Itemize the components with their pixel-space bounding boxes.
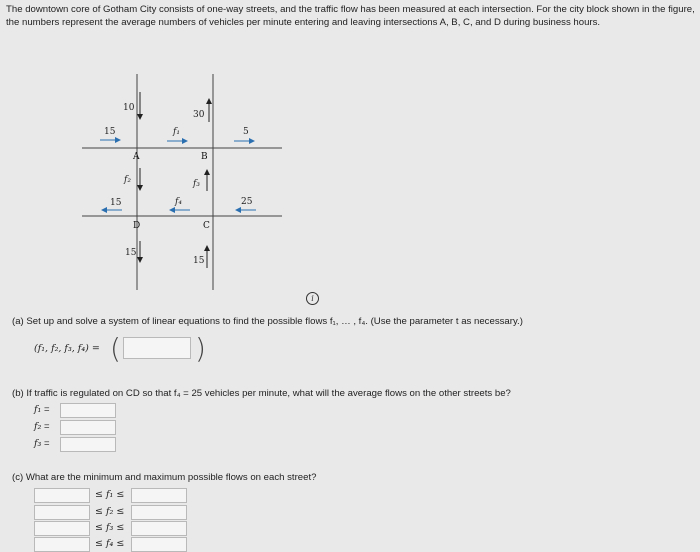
part-a-question: (a) Set up and solve a system of linear equations to find the possible flows f₁, … , f₄. (Use the parameter t as necessary.) bbox=[12, 316, 523, 327]
part-c-f3-min-input[interactable] bbox=[34, 521, 90, 536]
label-f3: f₃ bbox=[193, 179, 200, 189]
part-b-question: (b) If traffic is regulated on CD so that f₄ = 25 vehicles per minute, what will the average flows on the other streets be? bbox=[12, 388, 511, 399]
part-a-answer-input[interactable] bbox=[123, 337, 191, 359]
label-out-15-D: 15 bbox=[125, 248, 137, 258]
part-c-f4-bound: ≤ f₄ ≤ bbox=[95, 538, 125, 549]
label-in-30: 30 bbox=[193, 110, 205, 120]
part-b-f3-input[interactable] bbox=[60, 437, 116, 452]
label-f2: f₂ bbox=[124, 175, 131, 185]
part-b-f1-label: f₁ bbox=[34, 404, 42, 415]
part-b-f3-eq: = bbox=[43, 438, 50, 449]
part-c-f2-max-input[interactable] bbox=[131, 505, 187, 520]
label-f1: f₁ bbox=[173, 127, 180, 137]
node-A: A bbox=[133, 152, 140, 162]
info-icon[interactable]: i bbox=[306, 292, 319, 305]
part-b-f1-eq: = bbox=[43, 404, 50, 415]
part-c-f2-min-input[interactable] bbox=[34, 505, 90, 520]
label-in-15-top: 15 bbox=[104, 127, 116, 137]
part-b-f1-input[interactable] bbox=[60, 403, 116, 418]
part-b-f2-input[interactable] bbox=[60, 420, 116, 435]
right-paren: ) bbox=[195, 332, 206, 365]
part-b-f3-label: f₃ bbox=[34, 438, 42, 449]
street-grid bbox=[82, 74, 282, 290]
part-c-f1-bound: ≤ f₁ ≤ bbox=[95, 489, 125, 500]
label-in-15-C: 15 bbox=[193, 256, 205, 266]
label-out-15-left: 15 bbox=[110, 198, 122, 208]
node-B: B bbox=[201, 152, 208, 162]
label-out-5: 5 bbox=[243, 127, 249, 137]
part-c-f4-max-input[interactable] bbox=[131, 537, 187, 552]
label-in-25: 25 bbox=[241, 197, 253, 207]
part-c-f1-max-input[interactable] bbox=[131, 488, 187, 503]
part-c-question: (c) What are the minimum and maximum possible flows on each street? bbox=[12, 472, 317, 483]
part-c-f3-max-input[interactable] bbox=[131, 521, 187, 536]
part-c-f4-min-input[interactable] bbox=[34, 537, 90, 552]
node-D: D bbox=[133, 221, 141, 231]
node-C: C bbox=[203, 221, 210, 231]
problem-intro: The downtown core of Gotham City consists of one-way streets, and the traffic flow has been measured at each intersection. For the city block shown in the figure, the numbers represent the average numbers of vehicles per minute entering and leaving intersections A, B, C, and D during business hours. bbox=[6, 4, 695, 28]
label-f4: f₄ bbox=[175, 197, 182, 207]
left-paren: ( bbox=[110, 332, 121, 365]
part-b-f2-eq: = bbox=[43, 421, 50, 432]
part-c-f2-bound: ≤ f₂ ≤ bbox=[95, 506, 125, 517]
label-in-10: 10 bbox=[123, 103, 135, 113]
part-a-tuple-label: (f₁, f₂, f₃, f₄) = bbox=[34, 343, 100, 354]
part-b-f2-label: f₂ bbox=[34, 421, 42, 432]
part-c-f3-bound: ≤ f₃ ≤ bbox=[95, 522, 125, 533]
part-c-f1-min-input[interactable] bbox=[34, 488, 90, 503]
